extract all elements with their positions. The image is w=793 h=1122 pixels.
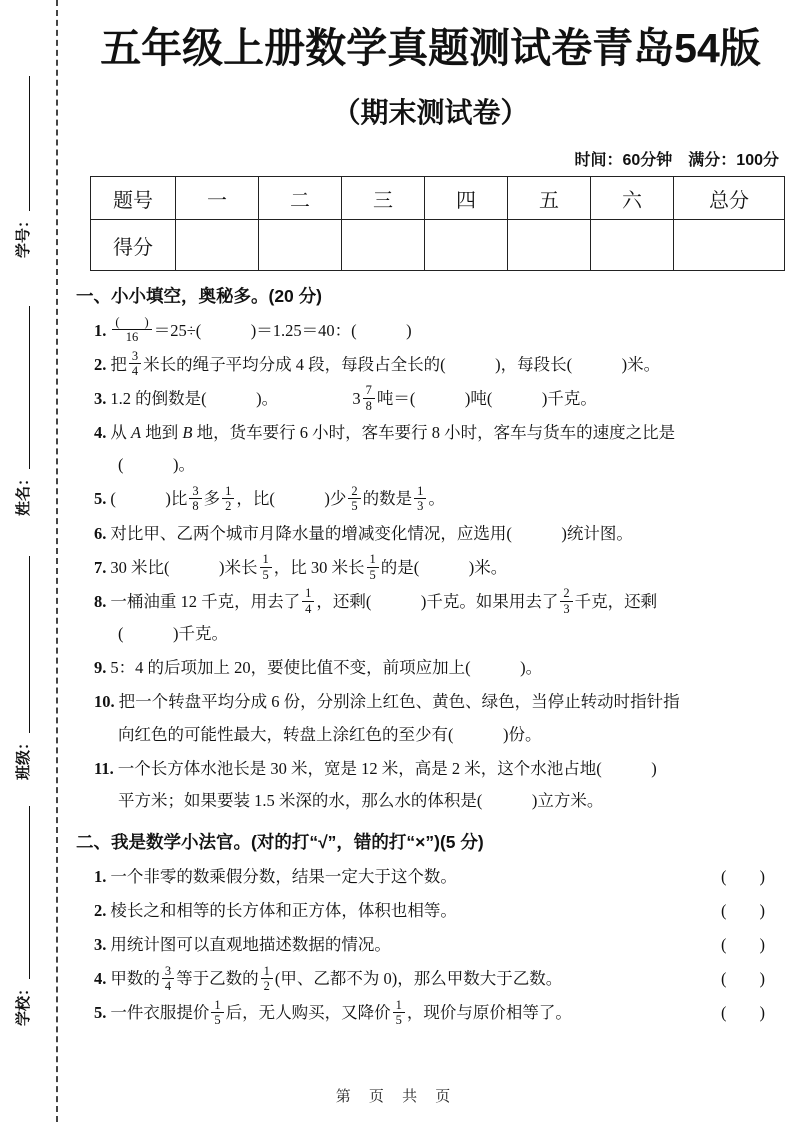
judge-question [94, 963, 785, 995]
question-text: 一件衣服提价 [110, 1003, 210, 1023]
fill-question [94, 518, 775, 550]
fraction [367, 552, 379, 582]
side-field-label: 姓名： [15, 470, 32, 516]
score-label-cell: 得分 [91, 220, 176, 271]
question-text: 平方米；如果要装 1.5 米深的水，那么水的体积是( )立方米。 [118, 791, 604, 810]
question-text: 对比甲、乙两个城市月降水量的增减变化情况，应选用( )统计图。 [110, 523, 633, 543]
judge-question-content [94, 861, 689, 893]
fraction [189, 484, 201, 514]
question-text: 的是( )米。 [380, 557, 508, 577]
fraction-denominator: 5 [369, 567, 376, 582]
fraction-denominator: 8 [192, 499, 199, 514]
side-field-学号 [12, 76, 33, 258]
question-number: 7. [94, 557, 107, 577]
fraction [211, 998, 223, 1028]
fraction-numerator: 1 [393, 998, 405, 1013]
question-text: ，现价与原价相等了。 [406, 1003, 572, 1023]
paper-title: 五年级上册数学真题测试卷青岛54版 [100, 25, 761, 71]
question-number: 8. [94, 591, 107, 611]
side-field-blank-line [29, 76, 30, 211]
question-text: 从 [110, 423, 131, 443]
fraction [393, 998, 405, 1028]
question-number: 5. [94, 1003, 107, 1023]
score-table-header-cell: 题号 [91, 177, 176, 220]
question-number: 5. [94, 489, 107, 509]
answer-brackets: ( ) [721, 969, 765, 989]
side-field-姓名 [12, 306, 33, 516]
judge-question-content [94, 895, 689, 927]
score-table-header-cell: 三 [342, 177, 425, 220]
question-text: 后，无人购买，又降价 [225, 1003, 391, 1023]
fraction-numerator: 1 [302, 586, 314, 601]
question-text: ，比( )少 [236, 489, 347, 509]
judge-question [94, 997, 785, 1029]
side-field-学校 [12, 806, 33, 1026]
fraction-numerator: 2 [560, 586, 572, 601]
side-field-label: 学号： [15, 212, 32, 258]
judge-question [94, 929, 785, 961]
score-empty-cell [176, 220, 259, 271]
fraction-numerator: ( ) [112, 315, 151, 330]
question-number: 3. [94, 935, 107, 955]
side-field-班级 [12, 556, 33, 780]
section-title: 一、小小填空，奥秘多。(20 分) [76, 286, 322, 307]
score-table-header-row [91, 177, 785, 220]
fraction [260, 552, 272, 582]
question-text: 米长的绳子平均分成 4 段，每段占全长的( )，每段长( )米。 [143, 354, 661, 374]
side-field-label: 学校： [15, 980, 32, 1026]
fraction-numerator: 1 [261, 964, 273, 979]
question-number: 2. [94, 900, 107, 920]
fraction-numerator: 3 [162, 964, 174, 979]
question-text: A [131, 423, 142, 443]
question-number: 10. [94, 692, 115, 712]
score-table-header-cell: 五 [508, 177, 591, 220]
fraction [560, 586, 572, 616]
score-empty-cell [508, 220, 591, 271]
seal-dashed-line [56, 0, 58, 1122]
score-empty-cell [591, 220, 674, 271]
question-number: 9. [94, 658, 107, 678]
answer-brackets: ( ) [721, 1003, 765, 1023]
question-text: 向红色的可能性最大，转盘上涂红色的至少有( )份。 [118, 724, 542, 744]
fraction-denominator: 3 [563, 601, 570, 616]
fill-question [94, 349, 775, 381]
time-score-meta: 时间：60分钟 满分：100分 [574, 152, 779, 170]
fraction-denominator: 5 [214, 1013, 221, 1028]
fill-question [94, 483, 775, 515]
fraction-denominator: 4 [131, 364, 139, 379]
side-field-blank-line [29, 556, 30, 733]
fraction-numerator: 3 [189, 484, 201, 499]
fraction [348, 484, 360, 514]
question-text: 30 米比( )米长 [110, 557, 258, 577]
fraction-denominator: 5 [351, 499, 358, 514]
fill-question [94, 652, 775, 684]
fraction-denominator: 4 [164, 978, 172, 993]
fraction-numerator: 3 [129, 349, 141, 364]
section-title: 二、我是数学小法官。(对的打“√”，错的打“×”)(5 分) [76, 832, 484, 853]
fraction [414, 484, 426, 514]
fraction-denominator: 3 [417, 499, 424, 514]
fraction-numerator: 7 [363, 383, 375, 398]
score-table-header-cell: 四 [425, 177, 508, 220]
question-text: 等于乙数的 [176, 969, 259, 989]
fraction-denominator: 2 [225, 499, 232, 514]
question-number: 11. [94, 758, 114, 778]
fill-question [94, 417, 775, 481]
fraction [162, 964, 174, 994]
question-text: 一个非零的数乘假分数，结果一定大于这个数。 [110, 866, 457, 886]
fraction-denominator: 5 [395, 1013, 402, 1028]
question-text: 吨＝( )吨( )千克。 [376, 388, 597, 408]
fraction-denominator: 5 [262, 567, 269, 582]
fraction-denominator: 16 [125, 330, 139, 345]
question-text: 甲数的 [110, 969, 160, 989]
question-sections [76, 281, 785, 1029]
fraction-denominator: 2 [263, 978, 270, 993]
question-text: ，还剩( )千克。如果用去了 [316, 591, 559, 611]
fraction-denominator: 4 [305, 601, 312, 616]
question-text: 5：4 的后项加上 20，要使比值不变，前项应加上( )。 [110, 658, 543, 678]
score-table [90, 176, 785, 271]
fraction [112, 315, 151, 345]
question-number: 4. [94, 969, 107, 989]
question-text: 地到 [141, 423, 183, 443]
question-text: 。 [428, 489, 445, 509]
question-number: 1. [94, 866, 107, 886]
question-text: 棱长之和相等的长方体和正方体，体积也相等。 [110, 900, 457, 920]
question-text: ，比 30 米长 [273, 557, 365, 577]
fraction [302, 586, 314, 616]
fraction-denominator: 8 [365, 398, 372, 413]
judge-question [94, 861, 785, 893]
answer-brackets: ( ) [721, 935, 765, 955]
question-number: 4. [94, 423, 107, 443]
score-empty-cell [674, 220, 785, 271]
score-table-header-cell: 总分 [674, 177, 785, 220]
section-1 [76, 281, 785, 817]
fill-question [94, 586, 775, 650]
side-field-label: 班级： [15, 734, 32, 780]
question-text: 一个长方体水池长是 30 米，宽是 12 米，高是 2 米，这个水池占地( ) [117, 758, 657, 778]
judge-question [94, 895, 785, 927]
question-number: 6. [94, 523, 107, 543]
fraction [261, 964, 273, 994]
answer-brackets: ( ) [721, 866, 765, 886]
fill-question [94, 383, 775, 415]
fraction-numerator: 1 [211, 998, 223, 1013]
judge-question-content [94, 929, 689, 961]
question-text: 多 [203, 489, 221, 509]
fraction-numerator: 1 [222, 484, 234, 499]
judge-question-content [94, 963, 689, 995]
score-table-header-cell: 六 [591, 177, 674, 220]
fraction-numerator: 1 [414, 484, 426, 499]
question-number: 3. [94, 388, 107, 408]
score-empty-cell [342, 220, 425, 271]
question-text: ( )千克。 [118, 624, 228, 644]
question-number: 2. [94, 354, 107, 374]
question-text: ( )。 [118, 455, 195, 475]
fill-question [94, 552, 775, 584]
question-text: 把 [110, 354, 127, 374]
question-text: 把一个转盘平均分成 6 份，分别涂上红色、黄色、绿色，当停止转动时指针指 [118, 692, 680, 712]
section-2 [76, 827, 785, 1029]
judge-question-content [94, 997, 689, 1029]
paper-subtitle: （期末测试卷） [332, 97, 529, 129]
question-text: ＝25÷( )＝1.25＝40：( ) [153, 320, 412, 340]
question-text: 1.2 的倒数是( )。 3 [110, 388, 361, 408]
page-footer: 第 页 共 页 [335, 1088, 458, 1105]
question-text: 用统计图可以直观地描述数据的情况。 [110, 935, 391, 955]
side-field-blank-line [29, 306, 30, 469]
fill-question [94, 686, 775, 750]
score-table-header-cell: 一 [176, 177, 259, 220]
score-table-score-row [91, 220, 785, 271]
question-text: 的数是 [362, 489, 413, 509]
fill-question [94, 753, 775, 817]
question-number: 1. [94, 320, 107, 340]
question-text: B [182, 423, 193, 443]
paper-main [76, 0, 785, 1032]
question-text: ( )比 [110, 489, 188, 509]
fraction-numerator: 2 [348, 484, 360, 499]
question-text: 一桶油重 12 千克，用去了 [110, 591, 301, 611]
score-empty-cell [259, 220, 342, 271]
fill-question [94, 315, 775, 347]
answer-brackets: ( ) [721, 900, 765, 920]
question-text: 地，货车要行 6 小时，客车要行 8 小时，客车与货车的速度之比是 [192, 423, 676, 443]
score-empty-cell [425, 220, 508, 271]
question-text: 千克，还剩 [574, 591, 658, 611]
fraction [129, 349, 141, 379]
fraction-numerator: 1 [260, 552, 272, 567]
score-table-header-cell: 二 [259, 177, 342, 220]
fraction [363, 383, 375, 413]
fraction [222, 484, 234, 514]
fraction-numerator: 1 [367, 552, 379, 567]
side-field-blank-line [29, 806, 30, 979]
question-text: (甲、乙都不为 0)，那么甲数大于乙数。 [274, 969, 563, 989]
